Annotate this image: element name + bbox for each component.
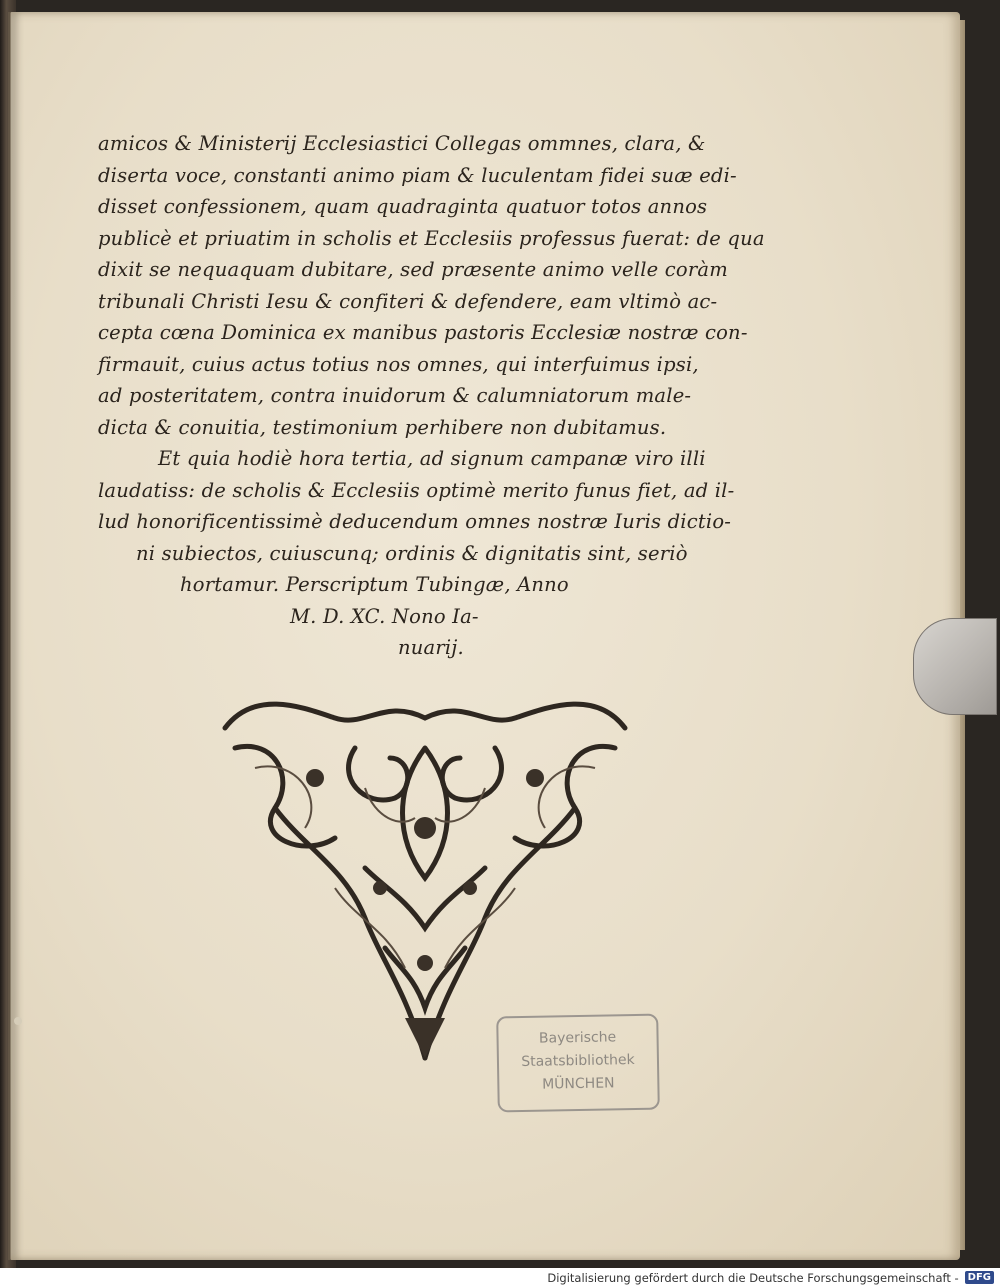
text-line: dixit se nequaquam dubitare, sed præsente animo velle coràm: [98, 258, 728, 281]
text-line: nuarij.: [398, 636, 464, 659]
text-line: diserta voce, constanti animo piam & luculentam fidei suæ edi-: [98, 163, 737, 187]
text-line: Et quia hodiè hora tertia, ad signum campanæ viro illi: [158, 447, 706, 470]
text-line: M. D. XC. Nono Ia-: [290, 604, 479, 628]
page-clip: [913, 618, 997, 715]
text-line: lud honorificentissimè deducendum omnes nostræ Iuris dictio-: [98, 510, 732, 533]
footer-bar: [0, 1268, 1000, 1287]
gutter-line: [8, 12, 11, 1260]
text-line: firmauit, cuius actus totius nos omnes, qui interfuimus ipsi,: [98, 352, 699, 376]
text-line: disset confessionem, quam quadraginta quatuor totos annos: [98, 195, 708, 218]
text-line: ad posteritatem, contra inuidorum & calumniatorum male-: [98, 384, 692, 407]
stamp-line: Staatsbibliothek: [521, 1052, 635, 1070]
stamp-line: MÜNCHEN: [542, 1075, 615, 1093]
woodcut-ornament: [215, 688, 635, 1068]
text-line: cepta cœna Dominica ex manibus pastoris Ecclesiæ nostræ con-: [98, 321, 748, 344]
text-line: tribunali Christi Iesu & confiteri & defendere, eam vltimò ac-: [98, 289, 718, 313]
footer-credit: Digitalisierung gefördert durch die Deutsche Forschungsgemeinschaft -: [547, 1270, 959, 1285]
text-line: ni subiectos, cuiuscunq; ordinis & dignitatis sint, seriò: [136, 541, 688, 565]
text-line: laudatiss: de scholis & Ecclesiis optimè merito funus fiet, ad il-: [98, 478, 735, 502]
stamp-line: Bayerische: [538, 1029, 617, 1047]
library-stamp: [496, 1014, 660, 1113]
binding-hole: [14, 1017, 22, 1025]
text-line: amicos & Ministerij Ecclesiastici Collegas ommnes, clara, &: [98, 132, 706, 155]
text-line: hortamur. Perscriptum Tubingæ, Anno: [180, 573, 569, 596]
body-text: [98, 128, 765, 664]
text-line: publicè et priuatim in scholis et Ecclesiis professus fuerat: de qua: [98, 226, 765, 250]
dfg-logo: DFG: [965, 1271, 994, 1284]
text-line: dicta & conuitia, testimonium perhibere non dubitamus.: [98, 415, 667, 439]
